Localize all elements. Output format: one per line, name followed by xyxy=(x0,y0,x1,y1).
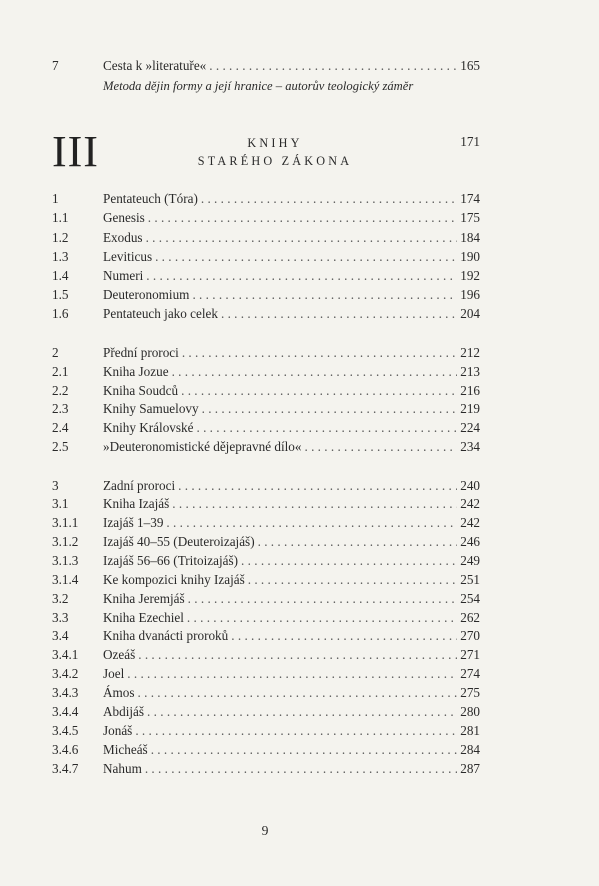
entry-number: 3.1 xyxy=(52,496,69,511)
toc-entry xyxy=(52,400,480,418)
entry-title: Pentateuch jako celek xyxy=(103,306,218,321)
leader-dots xyxy=(172,363,458,381)
entry-title: Izajáš 1–39 xyxy=(103,515,164,530)
entry-title: Joel xyxy=(103,666,125,681)
entry-page: 196 xyxy=(460,287,480,302)
entry-title: Izajáš 40–55 (Deuteroizajáš) xyxy=(103,534,255,549)
entry-page: 242 xyxy=(460,515,480,530)
entry-page: 274 xyxy=(460,666,480,681)
toc-entry xyxy=(52,229,480,247)
toc-entry xyxy=(52,665,480,683)
leader-dots xyxy=(155,248,457,266)
entry-title: Kniha dvanácti proroků xyxy=(103,628,229,643)
entry-number: 1.1 xyxy=(52,210,69,225)
entry-page: 204 xyxy=(460,306,480,321)
leader-dots xyxy=(188,590,458,608)
entry-number: 3.1.3 xyxy=(52,553,79,568)
entry-page: 174 xyxy=(460,191,480,206)
entry-number: 1 xyxy=(52,191,59,206)
toc-entry xyxy=(52,248,480,266)
leader-dots xyxy=(138,684,458,702)
entry-title: Kniha Ezechiel xyxy=(103,610,184,625)
toc-entry xyxy=(52,533,480,551)
entry-number: 3.1.2 xyxy=(52,534,79,549)
entry-title: Zadní proroci xyxy=(103,478,176,493)
entry-number: 3.3 xyxy=(52,610,69,625)
entry-number: 3.4.6 xyxy=(52,742,79,757)
entry-title: Leviticus xyxy=(103,249,153,264)
leader-dots xyxy=(147,703,457,721)
toc-entry xyxy=(52,703,480,721)
entry-number: 1.6 xyxy=(52,306,69,321)
part-title-line2: STARÉHO ZÁKONA xyxy=(197,154,353,168)
leader-dots xyxy=(221,305,457,323)
toc-entry xyxy=(52,741,480,759)
leader-dots xyxy=(181,382,457,400)
entry-number: 2.5 xyxy=(52,439,69,454)
entry-title: Genesis xyxy=(103,210,145,225)
leader-dots xyxy=(127,665,457,683)
entry-number: 3.4.7 xyxy=(52,761,79,776)
entry-title: Micheáš xyxy=(103,742,148,757)
entry-number: 2.2 xyxy=(52,383,69,398)
entry-page: 175 xyxy=(460,210,480,225)
leader-dots xyxy=(145,760,457,778)
entry-page: 251 xyxy=(460,572,480,587)
entry-number: 1.4 xyxy=(52,268,69,283)
toc-entry xyxy=(52,190,480,208)
toc-entry xyxy=(52,382,480,400)
leader-dots xyxy=(202,400,458,418)
leader-dots xyxy=(192,286,457,304)
toc-entry xyxy=(52,209,480,227)
toc-entry xyxy=(52,419,480,437)
entry-page: 184 xyxy=(460,230,480,245)
leader-dots xyxy=(178,477,457,495)
entry-number: 2.4 xyxy=(52,420,69,435)
leader-dots xyxy=(146,267,457,285)
toc-entry xyxy=(52,514,480,532)
entry-number: 1.2 xyxy=(52,230,69,245)
toc-entry xyxy=(52,305,480,323)
entry-number: 3.4 xyxy=(52,628,69,643)
entry-title: Kniha Jozue xyxy=(103,364,169,379)
entry-number: 3 xyxy=(52,478,59,493)
entry-title: Kniha Soudců xyxy=(103,383,179,398)
toc-entry xyxy=(52,363,480,381)
entry-number: 3.1.4 xyxy=(52,572,79,587)
leader-dots xyxy=(135,722,457,740)
entry-number: 2 xyxy=(52,345,59,360)
leader-dots xyxy=(166,514,457,532)
part-page: 171 xyxy=(460,134,480,149)
entry-page: 216 xyxy=(460,383,480,398)
leader-dots xyxy=(196,419,457,437)
entry-page: 192 xyxy=(460,268,480,283)
entry-number: 3.2 xyxy=(52,591,69,606)
entry-page: 212 xyxy=(460,345,480,360)
entry-title: Nahum xyxy=(103,761,142,776)
entry-page: 271 xyxy=(460,647,480,662)
toc-entry xyxy=(52,684,480,702)
toc-entry-top xyxy=(52,57,480,75)
toc-entry xyxy=(52,609,480,627)
entry-title: Knihy Samuelovy xyxy=(103,401,199,416)
entry-number: 1.5 xyxy=(52,287,69,302)
entry-page: 254 xyxy=(460,591,480,606)
entry-title: Kniha Jeremjáš xyxy=(103,591,185,606)
entry-page: 262 xyxy=(460,610,480,625)
toc-entry xyxy=(52,590,480,608)
entry-title: Ozeáš xyxy=(103,647,136,662)
entry-number: 3.4.1 xyxy=(52,647,79,662)
entry-title: Abdijáš xyxy=(103,704,145,719)
toc-entry xyxy=(52,552,480,570)
entry-title: »Deuteronomistické dějepravné dílo« xyxy=(103,439,302,454)
toc-entry xyxy=(52,495,480,513)
toc-entry xyxy=(52,627,480,645)
entry-title: Pentateuch (Tóra) xyxy=(103,191,198,206)
toc-entry xyxy=(52,646,480,664)
entry-title: Deuteronomium xyxy=(103,287,190,302)
entry-number: 3.4.5 xyxy=(52,723,79,738)
toc-entry xyxy=(52,267,480,285)
entry-title: Numeri xyxy=(103,268,144,283)
entry-number: 1.3 xyxy=(52,249,69,264)
leader-dots xyxy=(182,344,457,362)
entry-number: 7 xyxy=(52,58,59,73)
leader-dots xyxy=(146,229,458,247)
entry-page: 275 xyxy=(460,685,480,700)
toc-entry xyxy=(52,438,480,456)
entry-page: 284 xyxy=(460,742,480,757)
entry-title: Knihy Královské xyxy=(103,420,194,435)
leader-dots xyxy=(138,646,457,664)
entry-page: 270 xyxy=(460,628,480,643)
leader-dots xyxy=(248,571,457,589)
entry-number: 3.4.3 xyxy=(52,685,79,700)
entry-page: 190 xyxy=(460,249,480,264)
entry-title: Ke kompozici knihy Izajáš xyxy=(103,572,245,587)
page-number: 9 xyxy=(261,823,269,838)
entry-title: Ámos xyxy=(103,685,135,700)
entry-page: 249 xyxy=(460,553,480,568)
leader-dots xyxy=(209,57,457,75)
entry-page: 165 xyxy=(460,58,480,73)
entry-page: 281 xyxy=(460,723,480,738)
leader-dots xyxy=(172,495,457,513)
entry-page: 224 xyxy=(460,420,480,435)
leader-dots xyxy=(148,209,457,227)
entry-page: 213 xyxy=(460,364,480,379)
entry-number: 2.3 xyxy=(52,401,69,416)
leader-dots xyxy=(258,533,458,551)
entry-title: Cesta k »literatuře« xyxy=(103,58,207,73)
leader-dots xyxy=(231,627,457,645)
part-numeral: III xyxy=(52,127,99,176)
toc-entry xyxy=(52,760,480,778)
toc-entry xyxy=(52,286,480,304)
leader-dots xyxy=(241,552,457,570)
entry-page: 240 xyxy=(460,478,480,493)
entry-page: 242 xyxy=(460,496,480,511)
entry-title: Přední proroci xyxy=(103,345,179,360)
entry-title: Kniha Izajáš xyxy=(103,496,170,511)
entry-title: Jonáš xyxy=(103,723,133,738)
entry-number: 2.1 xyxy=(52,364,69,379)
entry-subtitle: Metoda dějin formy a její hranice – autorův teologický záměr xyxy=(103,79,414,93)
entry-page: 234 xyxy=(460,439,480,454)
toc-entry xyxy=(52,477,480,495)
leader-dots xyxy=(201,190,457,208)
leader-dots xyxy=(304,438,457,456)
entry-page: 280 xyxy=(460,704,480,719)
entry-page: 246 xyxy=(460,534,480,549)
part-title-line1: KNIHY xyxy=(247,136,303,150)
toc-entry xyxy=(52,344,480,362)
entry-number: 3.4.2 xyxy=(52,666,79,681)
entry-number: 3.1.1 xyxy=(52,515,79,530)
entry-title: Izajáš 56–66 (Tritoizajáš) xyxy=(103,553,239,568)
leader-dots xyxy=(187,609,457,627)
entry-page: 219 xyxy=(460,401,480,416)
entry-number: 3.4.4 xyxy=(52,704,79,719)
toc-entry xyxy=(52,722,480,740)
entry-title: Exodus xyxy=(103,230,143,245)
entry-page: 287 xyxy=(460,761,480,776)
toc-entry xyxy=(52,571,480,589)
leader-dots xyxy=(151,741,458,759)
